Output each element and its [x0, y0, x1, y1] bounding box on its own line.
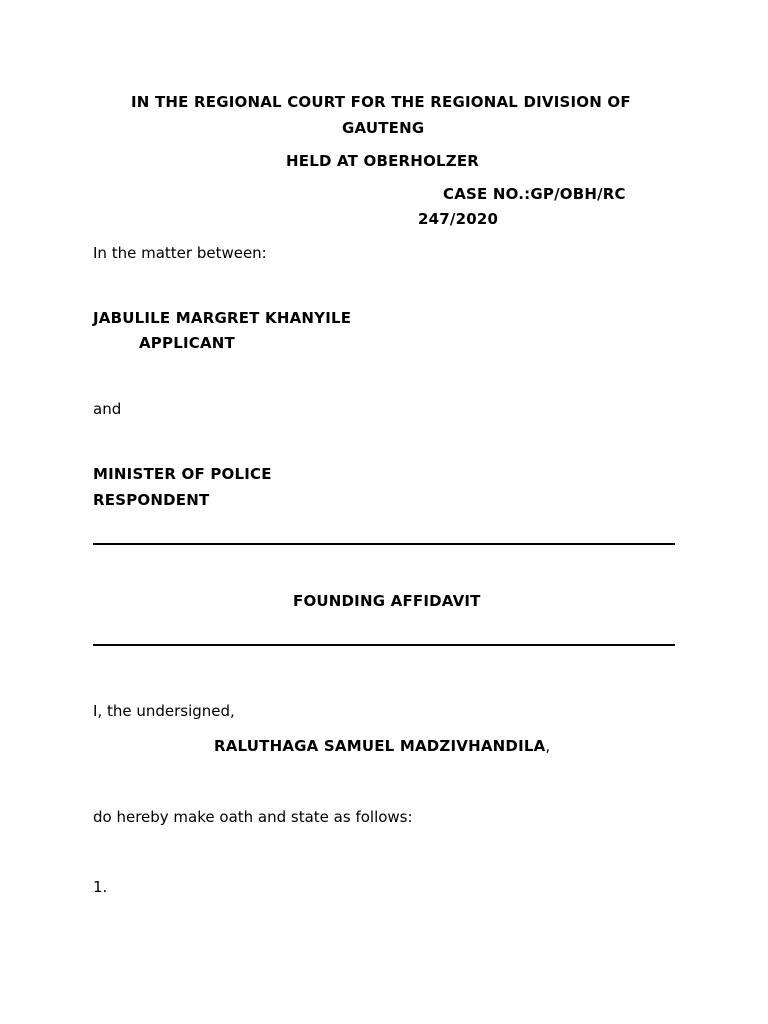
matter-between-text: In the matter between: [93, 244, 267, 262]
case-number-line-2: 247/2020 [418, 210, 499, 228]
case-number-line-1: CASE NO.:GP/OBH/RC [443, 185, 626, 203]
document-title: FOUNDING AFFIDAVIT [293, 592, 481, 610]
paragraph-number: 1. [93, 878, 108, 896]
deponent-name: RALUTHAGA SAMUEL MADZIVHANDILA [214, 737, 546, 755]
respondent-role: RESPONDENT [93, 491, 210, 509]
applicant-role: APPLICANT [139, 334, 235, 352]
held-at-heading: HELD AT OBERHOLZER [286, 152, 480, 170]
applicant-name: JABULILE MARGRET KHANYILE [93, 309, 352, 327]
court-heading-line-2: GAUTENG [342, 119, 425, 137]
opening-statement: I, the undersigned, [93, 702, 235, 720]
deponent-line [214, 736, 550, 756]
deponent-comma: , [545, 737, 551, 755]
oath-statement: do hereby make oath and state as follows: [93, 808, 413, 826]
court-heading-line-1: IN THE REGIONAL COURT FOR THE REGIONAL DIVISION OF [131, 93, 631, 111]
and-conjunction: and [93, 400, 122, 418]
title-bottom-rule [93, 644, 675, 646]
respondent-name: MINISTER OF POLICE [93, 465, 272, 483]
title-top-rule [93, 543, 675, 545]
